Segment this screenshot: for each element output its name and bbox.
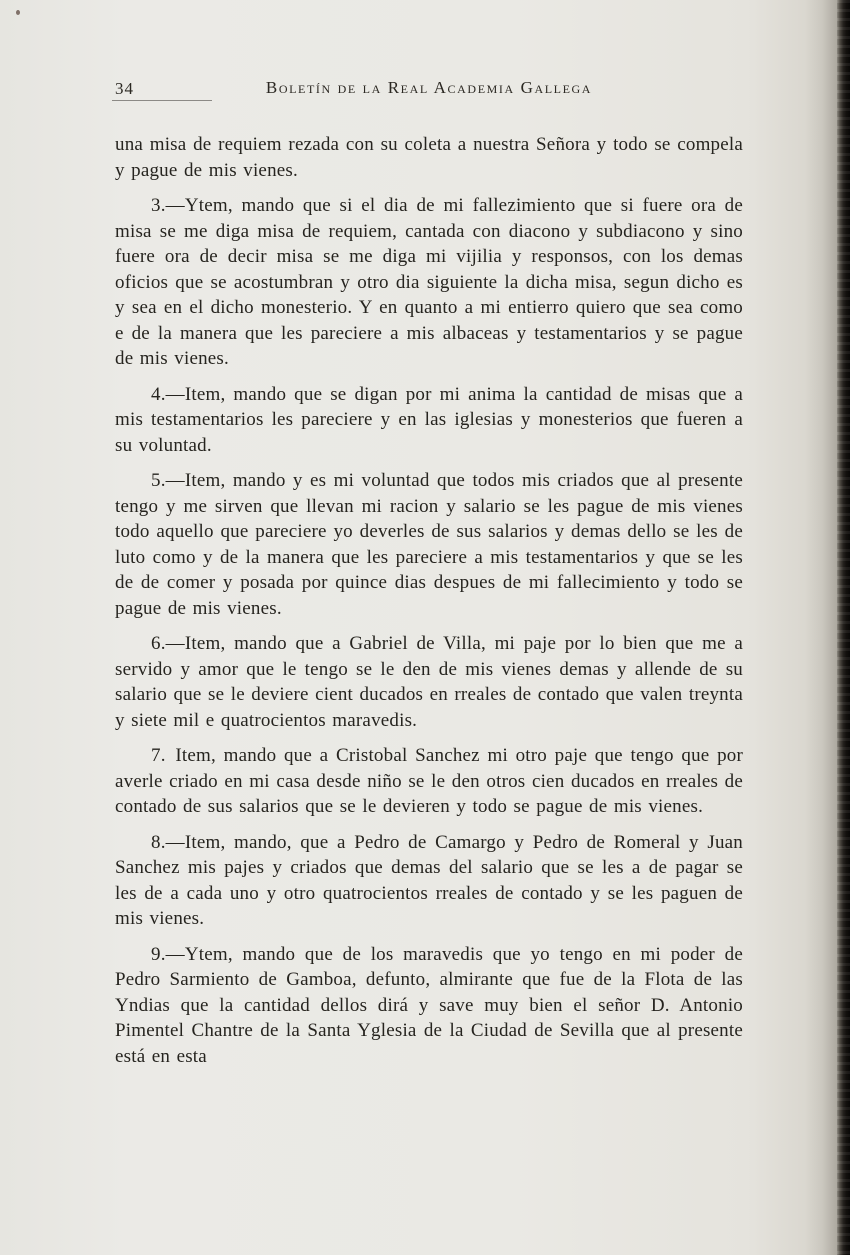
paragraph-item-9: 9.—Ytem, mando que de los maravedis que yo tengo en mi poder de Pedro Sarmiento de Gamboa, defunto, almirante que fue de la Flota de las Yndias que la cantidad dellos dirá y save muy bien el señor D. Antonio Pimentel Chantre de la Santa Yglesia de la Ciudad de Sevilla que al presente está en esta bbox=[115, 943, 743, 1067]
journal-title: Boletín de la Real Academia Gallega bbox=[265, 78, 593, 97]
page-header bbox=[115, 78, 743, 104]
paragraph-continuation: una misa de requiem rezada con su coleta a nuestra Señora y todo se compela y pague de mis vienes. bbox=[115, 134, 743, 181]
book-binding-edge bbox=[837, 0, 850, 1255]
paragraph-item-6: 6.—Item, mando que a Gabriel de Villa, mi paje por lo bien que me a servido y amor que le tengo se le den de mis vienes demas y allende de su salario que se le deviere cient ducados en rreales de contado que valen treynta y siete mil e quatrocientos maravedis. bbox=[115, 633, 743, 731]
paragraph-item-3: 3.—Ytem, mando que si el dia de mi fallezimiento que si fuere ora de misa se me diga misa de requiem, cantada con diacono y subdiacono y sino fuere ora de decir misa se me diga mi vijilia y responsos, con los demas oficios que se acostumbran y otro dia siguiente la dicha misa, segun dicho es y sea en el dicho monesterio. Y en quanto a mi entierro quiero que sea como e de la manera que les pareciere a mis albaceas y testamentarios y se pague de mis vienes. bbox=[115, 195, 743, 369]
document-body bbox=[115, 132, 743, 1079]
page-curvature-shadow bbox=[805, 0, 837, 1255]
header-rule bbox=[112, 100, 212, 101]
paragraph-item-5: 5.—Item, mando y es mi voluntad que todos mis criados que al presente tengo y me sirven que llevan mi racion y salario se les pague de mis vienes todo aquello que pareciere yo deverles de sus salarios y demas dello se les de luto como y de la manera que les pareciere a mis testamentarios y que se les de de comer y posada por quince dias despues de mi fallecimiento y todo se pague de mis vienes. bbox=[115, 470, 743, 619]
paragraph-item-4: 4.—Item, mando que se digan por mi anima la cantidad de misas que a mis testamentarios les pareciere y en las iglesias y monesterios que fueren a su voluntad. bbox=[115, 383, 743, 456]
paragraph-item-7: 7. Item, mando que a Cristobal Sanchez mi otro paje que tengo que por averle criado en mi casa desde niño se le den otros cien ducados en rreales de contado de sus salarios que se le devieren y todo se pague de mis vienes. bbox=[115, 745, 743, 817]
paragraph-item-8: 8.—Item, mando, que a Pedro de Camargo y Pedro de Romeral y Juan Sanchez mis pajes y criados que demas del salario que se les a de pagar se les de a cada uno y otro quatrocientos rreales de contado y se les paguen de mis vienes. bbox=[115, 831, 743, 929]
scan-speckle bbox=[16, 10, 20, 15]
page-number: 34 bbox=[115, 79, 134, 98]
